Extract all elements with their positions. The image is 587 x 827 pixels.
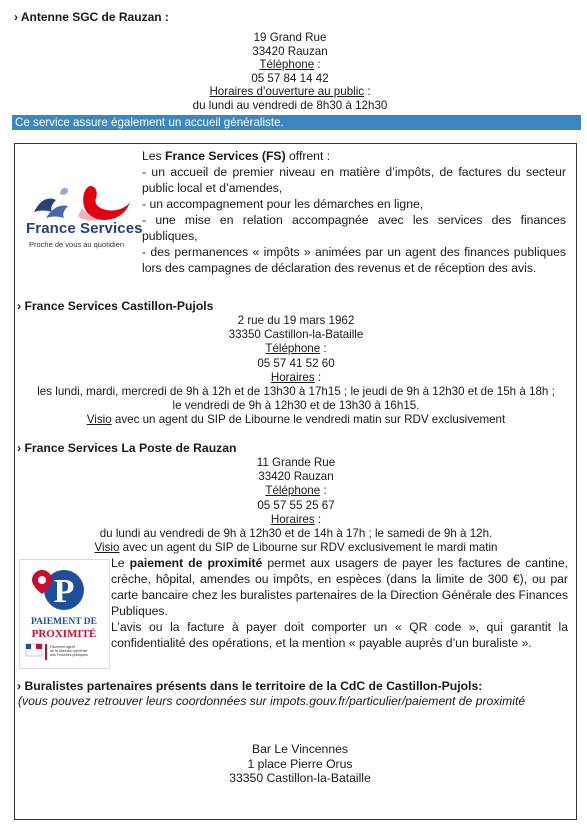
poste-heading: › France Services La Poste de Rauzan xyxy=(17,441,237,455)
pp-paragraph-2: L’avis ou la facture à payer doit comporter un « QR code », qui garantit la confidentialité des opérations, et la mention « payable auprès d’un buraliste ». xyxy=(111,620,568,650)
buralistes-heading: › Buralistes partenaires présents dans le territoire de la CdC de Castillon-Pujols: xyxy=(17,679,483,693)
pp-p1-prefix: Le xyxy=(111,556,130,570)
castillon-visio-text: avec un agent du SIP de Libourne le vendredi matin sur RDV exclusivement xyxy=(111,413,506,427)
antenne-heading: › Antenne SGC de Rauzan : xyxy=(14,10,169,24)
poste-phone-colon: : xyxy=(320,484,327,498)
castillon-hours-line2: le vendredi de 9h à 12h30 et de 13h30 à 16h15. xyxy=(172,399,420,413)
antenne-phone-label: Téléphone xyxy=(259,58,315,71)
poste-phone-label: Téléphone xyxy=(265,484,321,498)
svg-text:P: P xyxy=(53,573,75,610)
svg-text:Paiement agréé: Paiement agréé xyxy=(50,645,76,649)
castillon-heading: › France Services Castillon-Pujols xyxy=(17,299,214,313)
svg-text:de la direction générale: de la direction générale xyxy=(50,649,88,653)
castillon-phone-label-row xyxy=(18,342,574,356)
antenne-phone: 05 57 84 14 42 xyxy=(251,71,329,85)
castillon-phone-label: Téléphone xyxy=(265,342,321,356)
castillon-hours-label: Horaires xyxy=(270,370,315,384)
fs-intro-bold: France Services (FS) xyxy=(165,149,286,163)
castillon-address-line2: 33350 Castillon-la-Bataille xyxy=(228,328,364,342)
france-services-description xyxy=(142,148,566,276)
poste-visio-label: Visio xyxy=(94,541,120,555)
poste-address-line1: 11 Grande Rue xyxy=(256,456,336,469)
antenne-hours-label: Horaires d’ouverture au public xyxy=(209,85,365,98)
antenne-address-line1: 19 Grand Rue xyxy=(253,31,327,44)
poste-phone: 05 57 55 25 67 xyxy=(257,498,335,512)
castillon-hours-colon: : xyxy=(314,370,322,384)
poste-hours-line1: du lundi au vendredi de 9h à 12h30 et de 14h à 17h ; le samedi de 9h à 12h. xyxy=(99,527,493,541)
antenne-hours-colon: : xyxy=(364,85,371,98)
antenne-phone-colon: : xyxy=(314,58,321,71)
castillon-hours-label-row xyxy=(18,371,574,385)
generalist-notice-band: Ce service assure également un accueil généraliste. xyxy=(12,115,581,130)
poste-visio-row xyxy=(18,541,574,555)
fs-bullet: - un accueil de premier niveau en matière d’impôts, de factures du secteur public local et d’amendes, xyxy=(142,165,566,195)
poste-address-line2: 33420 Rauzan xyxy=(258,470,334,484)
bar-info xyxy=(180,742,420,786)
poste-info xyxy=(18,456,574,555)
poste-hours-label: Horaires xyxy=(270,512,315,526)
paiement-proximite-description xyxy=(111,555,568,651)
antenne-hours-label-row xyxy=(110,85,470,99)
pp-p1-bold: paiement de proximité xyxy=(129,556,263,570)
pp-logo-title-line1: PAIEMENT DE xyxy=(31,617,97,627)
castillon-address-line1: 2 rue du 19 mars 1962 xyxy=(237,314,355,327)
castillon-visio-label: Visio xyxy=(86,413,112,427)
antenne-info xyxy=(110,31,470,112)
pp-p1-suffix: permet aux usagers de payer les factures de cantine, crèche, hôpital, amendes ou impôts, en espèces (dans la limite de 300 €), ou par carte bancaire chez les buralistes partenaires de la Direction Générale des Finances Publiques. xyxy=(111,556,568,618)
castillon-phone-colon: : xyxy=(320,342,327,356)
fs-bullet: - une mise en relation accompagnée avec les services des finances publiques, xyxy=(142,213,566,243)
pp-paragraph-1 xyxy=(111,555,568,619)
fs-intro-suffix: offrent : xyxy=(285,149,331,163)
antenne-address-line2: 33420 Rauzan xyxy=(252,44,328,58)
castillon-info xyxy=(18,314,574,428)
france-services-intro xyxy=(142,148,566,164)
france-services-logo-tagline: Proche de vous au quotidien xyxy=(29,240,125,249)
bar-address-line2: 33350 Castillon-la-Bataille xyxy=(229,771,371,785)
poste-visio-text: avec un agent du SIP de Libourne sur RDV exclusivement le mardi matin xyxy=(119,541,498,555)
paiement-de-proximite-logo-icon xyxy=(19,559,110,669)
poste-phone-label-row xyxy=(18,484,574,498)
bar-name: Bar Le Vincennes xyxy=(252,742,348,756)
castillon-phone: 05 57 41 52 60 xyxy=(257,356,335,370)
castillon-hours-line1: les lundi, mardi, mercredi de 9h à 12h et de 13h30 à 17h15 ; le jeudi de 9h à 12h30 et de 15h à 18h ; xyxy=(37,385,555,399)
buralistes-note: (vous pouvez retrouver leurs coordonnées sur impots.gouv.fr/particulier/paiement de proximité xyxy=(18,694,526,708)
castillon-visio-row xyxy=(18,413,574,427)
bar-address-line1: 1 place Pierre Orus xyxy=(247,756,353,771)
antenne-phone-label-row xyxy=(110,58,470,72)
fs-bullet: - des permanences « impôts » animées par un agent des finances publiques lors des campagnes de déclaration des revenus et de réception des avis. xyxy=(142,245,566,275)
poste-hours-colon: : xyxy=(314,512,322,526)
fs-bullet: - un accompagnement pour les démarches en ligne, xyxy=(142,197,424,211)
poste-hours-label-row xyxy=(18,513,574,527)
france-services-logo-name: France Services xyxy=(26,220,143,237)
pp-logo-title-line2: PROXIMITÉ xyxy=(31,628,97,640)
fs-intro-prefix: Les xyxy=(142,149,166,163)
svg-text:des Finances publiques: des Finances publiques xyxy=(50,653,88,657)
antenne-hours: du lundi au vendredi de 8h30 à 12h30 xyxy=(192,98,388,112)
